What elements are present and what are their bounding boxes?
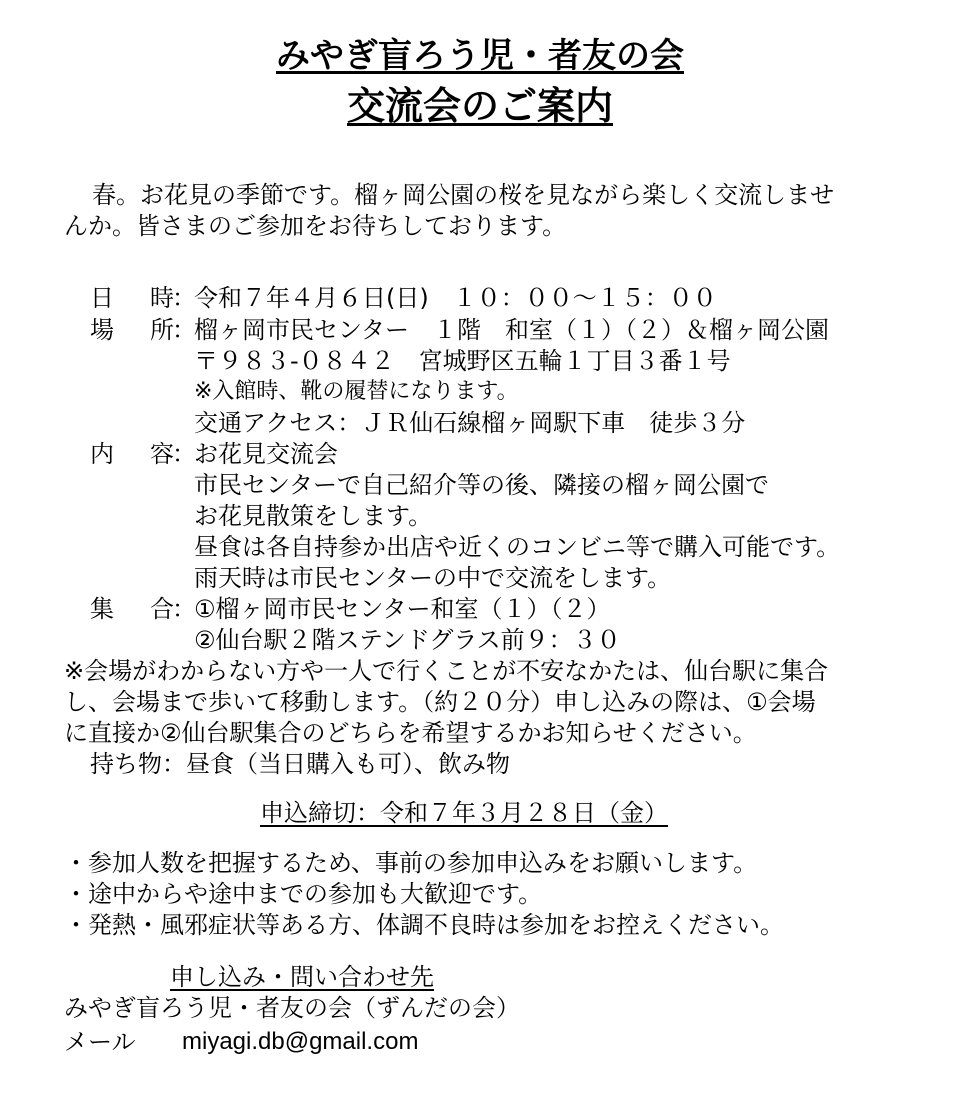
meeting-line-2: ②仙台駅２階ステンドグラス前９：３０ — [194, 626, 621, 654]
intro-line-1: 春。お花見の季節です。榴ヶ岡公園の桜を見ながら楽しく交流しませ — [92, 181, 835, 209]
place-value: 榴ヶ岡市民センター １階 和室（１）（２）＆榴ヶ岡公園 — [194, 316, 830, 344]
mail-label: メール — [64, 1028, 136, 1056]
org-title: みやぎ盲ろう児・者友の会 — [276, 36, 684, 76]
place-label: 場 所 — [90, 316, 174, 344]
content-line-3: お花見散策をします。 — [194, 502, 433, 530]
meeting-value: ①榴ヶ岡市民センター和室（１）（２） — [194, 595, 611, 623]
place-note: ※入館時、靴の履替になります。 — [194, 379, 519, 404]
meeting-colon: ： — [172, 595, 196, 623]
datetime-value: 令和７年４月６日(日) １０：００〜１５：００ — [194, 284, 717, 312]
deadline: 申込締切：令和７年３月２８日（金） — [260, 799, 668, 827]
place-colon: ： — [172, 316, 196, 344]
place-address: 〒９８３-０８４２ 宮城野区五輪１丁目３番１号 — [194, 347, 731, 375]
event-title: 交流会のご案内 — [346, 84, 613, 128]
contact-heading: 申し込み・問い合わせ先 — [170, 963, 434, 991]
belongings: 持ち物：昼食（当日購入も可）、飲み物 — [90, 750, 510, 778]
meeting-note-line-3: に直接か②仙台駅集合のどちらを希望するかお知らせください。 — [64, 719, 757, 747]
meeting-note-line-2: し、会場まで歩いて移動します。（約２０分）申し込みの際は、①会場 — [64, 688, 816, 716]
content-line-2: 市民センターで自己紹介等の後、隣接の榴ヶ岡公園で — [194, 471, 770, 499]
note-item-3: ・発熱・風邪症状等ある方、体調不良時は参加をお控えください。 — [64, 911, 784, 939]
datetime-label: 日 時 — [90, 284, 174, 312]
content-label: 内 容 — [90, 440, 174, 468]
content-line-4: 昼食は各自持参か出店や近くのコンビニ等で購入可能です。 — [194, 533, 841, 561]
content-line-5: 雨天時は市民センターの中で交流をします。 — [194, 564, 672, 592]
mail-address[interactable]: miyagi.db@gmail.com — [182, 1028, 419, 1055]
content-value: お花見交流会 — [194, 440, 338, 468]
meeting-note-line-1: ※会場がわからない方や一人で行くことが不安なかたは、仙台駅に集合 — [64, 657, 829, 685]
datetime-colon: ： — [172, 284, 196, 312]
content-colon: ： — [172, 440, 196, 468]
intro-line-2: んか。皆さまのご参加をお待ちしております。 — [64, 212, 567, 240]
meeting-label: 集 合 — [90, 595, 174, 623]
note-item-1: ・参加人数を把握するため、事前の参加申込みをお願いします。 — [64, 849, 758, 877]
note-item-2: ・途中からや途中までの参加も大歓迎です。 — [64, 880, 543, 908]
place-access: 交通アクセス：ＪＲ仙石線榴ヶ岡駅下車 徒歩３分 — [194, 409, 746, 437]
contact-org: みやぎ盲ろう児・者友の会（ずんだの会） — [64, 994, 520, 1022]
